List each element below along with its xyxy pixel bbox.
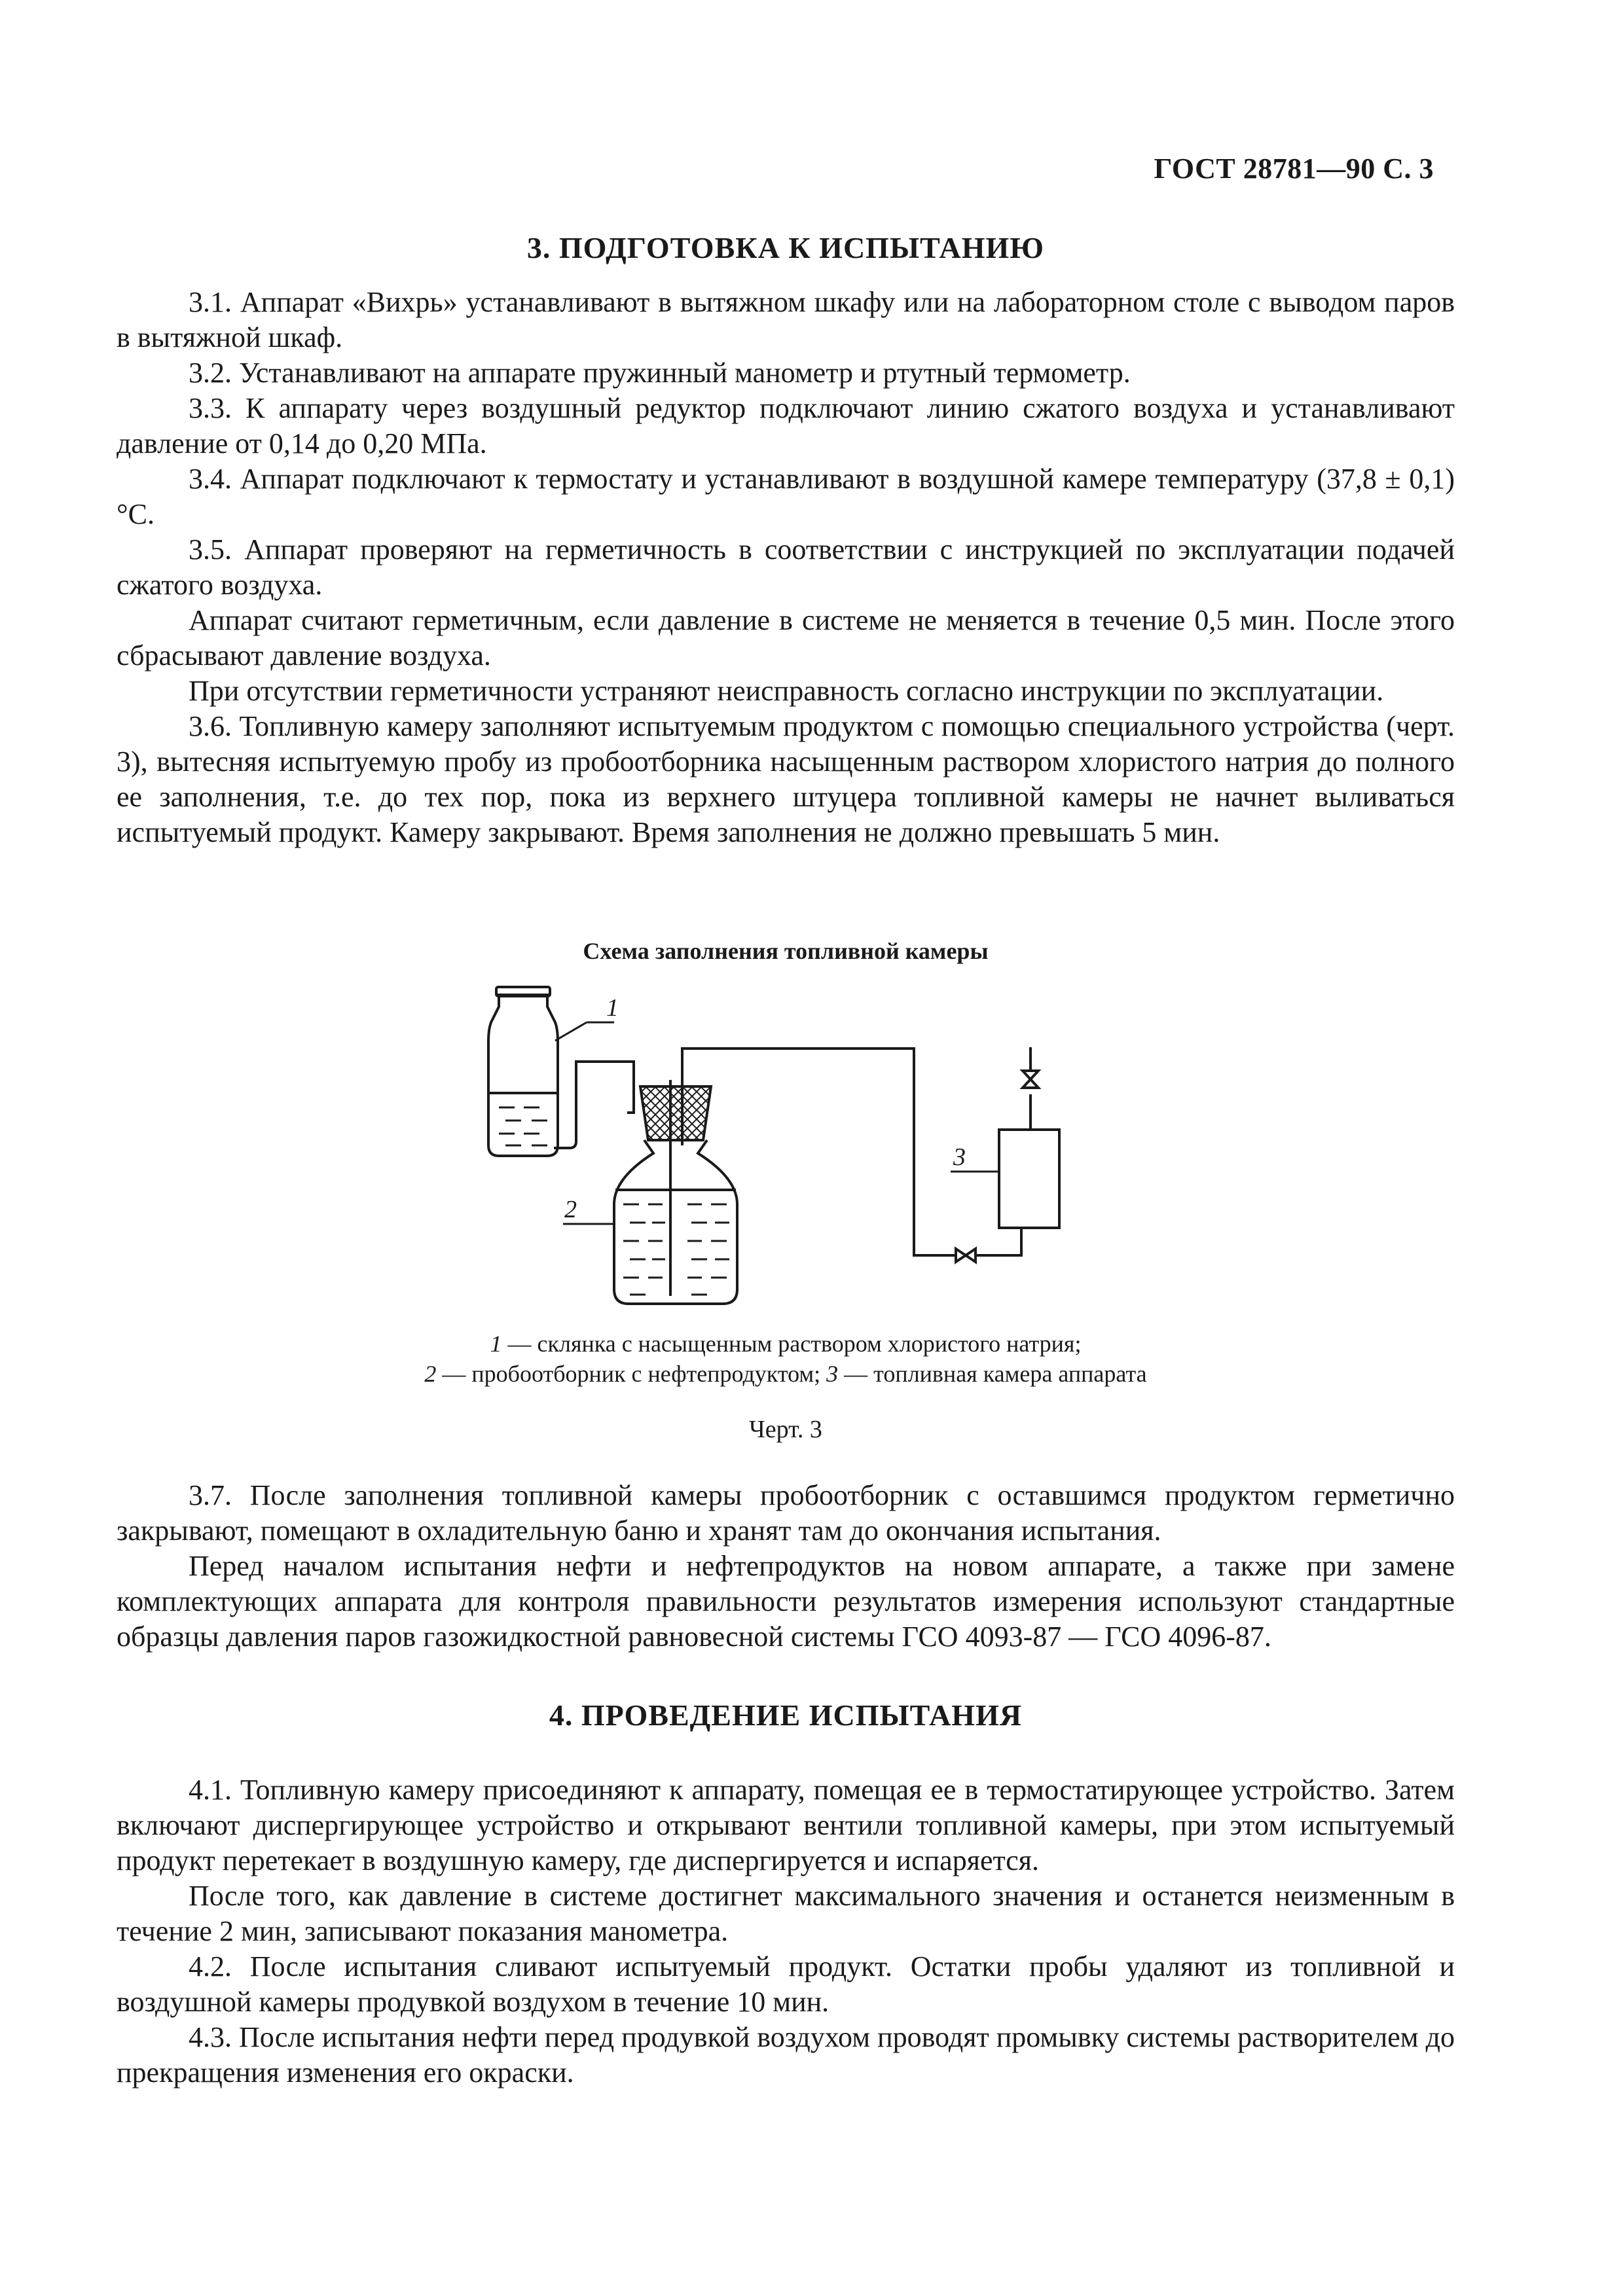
paragraph-3-7-reference: Перед началом испытания нефти и нефтепродуктов на новом аппарате, а также при замене комплектующих аппарата для контроля правильности результатов измерения используют стандартные образцы давления паров газожидкостной равновесной системы ГСО 4093-87 — ГСО 4096-87. bbox=[117, 1550, 1455, 1653]
paragraph-3-1: 3.1. Аппарат «Вихрь» устанавливают в вытяжном шкафу или на лабораторном столе с выводом паров в вытяжной шкаф. bbox=[117, 286, 1455, 353]
paragraph-4-2: 4.2. После испытания сливают испытуемый продукт. Остатки пробы удаляют из топливной и воздушной камеры продувкой воздухом в течение 10 мин. bbox=[117, 1950, 1455, 2018]
paragraph-3-5-tightness: Аппарат считают герметичным, если давление в системе не меняется в течение 0,5 мин. После этого сбрасывают давление воздуха. bbox=[117, 604, 1455, 672]
paragraph-4-3: 4.3. После испытания нефти перед продувкой воздухом проводят промывку системы растворителем до прекращения изменения его окраски. bbox=[117, 2021, 1455, 2089]
figure-title: Схема заполнения топливной камеры bbox=[583, 938, 989, 964]
section-4-body bbox=[117, 1772, 1455, 2090]
paragraph-3-2: 3.2. Устанавливают на аппарате пружинный манометр и ртутный термометр. bbox=[189, 357, 1131, 389]
figure-caption bbox=[117, 1329, 1455, 1389]
saline-bottle bbox=[488, 987, 558, 1156]
caption-text-1: — склянка с насыщенным раствором хлористого натрия; bbox=[501, 1331, 1082, 1357]
paragraph-3-4: 3.4. Аппарат подключают к термостату и устанавливают в воздушной камере температуру (37,8 ± 0,1) °С. bbox=[117, 463, 1455, 530]
paragraph-3-6: 3.6. Топливную камеру заполняют испытуемым продуктом с помощью специального устройства (черт. 3), вытесняя испытуемую пробу из пробоотборника насыщенным раствором хлористого натрия до полного ее заполнения, т.е. до тех пор, пока из верхнего штуцера топливной камеры не начнет выливаться испытуемый продукт. Камеру закрывают. Время заполнения не должно превышать 5 мин. bbox=[117, 710, 1455, 848]
tube-saline-to-sampler bbox=[554, 1062, 634, 1148]
paragraph-4-1: 4.1. Топливную камеру присоединяют к аппарату, помещая ее в термостатирующее устройство. Затем включают диспергирующее устройство и открывают вентили топливной камеры, при этом испытуемый продукт перетекает в воздушную камеру, где диспергируется и испаряется. bbox=[117, 1774, 1455, 1876]
running-header: ГОСТ 28781—90 С. 3 bbox=[1154, 152, 1434, 185]
filling-scheme-diagram bbox=[458, 982, 1178, 1322]
fuel-chamber bbox=[999, 1130, 1059, 1228]
callout-1: 1 bbox=[606, 994, 619, 1022]
section-4-title: 4. ПРОВЕДЕНИЕ ИСПЫТАНИЯ bbox=[549, 1698, 1023, 1732]
callout-3: 3 bbox=[953, 1143, 966, 1171]
paragraph-3-3: 3.3. К аппарату через воздушный редуктор подключают линию сжатого воздуха и устанавливают давление от 0,14 до 0,20 МПа. bbox=[117, 392, 1455, 459]
bottom-valve-icon bbox=[956, 1249, 976, 1262]
caption-num-3: 3 bbox=[826, 1361, 839, 1387]
sampler-stopper bbox=[640, 1086, 711, 1140]
paragraph-3-5: 3.5. Аппарат проверяют на герметичность в соответствии с инструкцией по эксплуатации подачей сжатого воздуха. bbox=[117, 533, 1455, 601]
paragraph-4-1-reading: После того, как давление в системе достигнет максимального значения и останется неизменным в течение 2 мин, записывают показания манометра. bbox=[117, 1880, 1455, 1947]
callout-2: 2 bbox=[564, 1196, 577, 1223]
caption-text-3: — топливная камера аппарата bbox=[838, 1361, 1147, 1387]
figure-caption-line-2 bbox=[117, 1359, 1455, 1389]
tube-sampler-to-chamber bbox=[682, 1049, 956, 1255]
paragraph-3-7: 3.7. После заполнения топливной камеры пробоотборник с оставшимся продуктом герметично закрывают, помещают в охладительную баню и хранят там до окончания испытания. bbox=[117, 1479, 1455, 1547]
callout-1-leader bbox=[555, 1022, 587, 1041]
figure-label: Черт. 3 bbox=[749, 1416, 822, 1443]
section-3-title: 3. ПОДГОТОВКА К ИСПЫТАНИЮ bbox=[526, 231, 1045, 264]
top-valve-icon bbox=[1023, 1071, 1038, 1088]
caption-text-2: — пробоотборник с нефтепродуктом; bbox=[436, 1361, 827, 1387]
section-3-continued-body bbox=[117, 1478, 1455, 1655]
figure-caption-line-1 bbox=[117, 1329, 1455, 1359]
caption-num-1: 1 bbox=[490, 1331, 502, 1357]
paragraph-3-5-repair: При отсутствии герметичности устраняют неисправность согласно инструкции по эксплуатации. bbox=[189, 675, 1384, 707]
caption-num-2: 2 bbox=[424, 1361, 437, 1387]
section-3-body bbox=[117, 285, 1455, 850]
